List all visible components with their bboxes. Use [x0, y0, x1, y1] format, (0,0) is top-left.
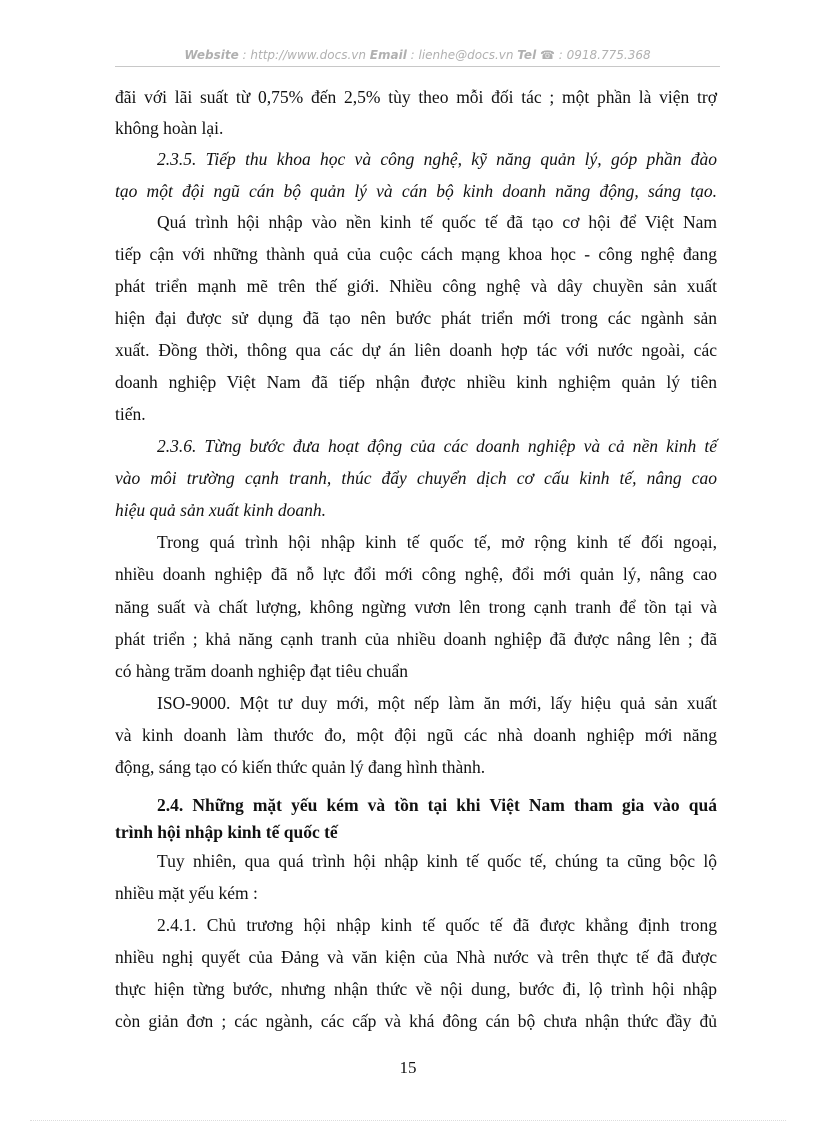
text-line: có hàng trăm doanh nghiệp đạt tiêu chuẩn — [115, 661, 409, 681]
text-line: Quá trình hội nhập vào nền kinh tế quốc tế đã tạo cơ hội để Việt Nam — [157, 212, 717, 232]
page-bottom-divider — [30, 1120, 786, 1121]
text-line: tiếp cận với những thành quả của cuộc cách mạng khoa học - công nghệ đang — [115, 244, 717, 264]
website-value: : http://www.docs.vn — [238, 48, 370, 62]
tel-label: Tel — [517, 48, 537, 62]
header-divider — [115, 66, 720, 67]
website-label: Website — [184, 48, 239, 62]
text-line: năng suất và chất lượng, không ngừng vươn lên trong cạnh tranh để tồn tại và — [115, 597, 717, 617]
text-line: phát triển mạnh mẽ trên thế giới. Nhiều công nghệ và dây chuyền sản xuất — [115, 276, 717, 296]
section-heading-italic: tạo một đội ngũ cán bộ quản lý và cán bộ kinh doanh năng động, sáng tạo. — [115, 181, 717, 201]
text-line: động, sáng tạo có kiến thức quản lý đang hình thành. — [115, 757, 486, 777]
text-line: nhiều mặt yếu kém : — [115, 883, 258, 903]
text-line: hiện đại được sử dụng đã tạo nên bước phát triển mới trong các ngành sản — [115, 308, 717, 328]
text-line: phát triển ; khả năng cạnh tranh của nhiều doanh nghiệp đã được nâng lên ; đã — [115, 629, 717, 649]
section-heading-bold: trình hội nhập kinh tế quốc tế — [115, 822, 338, 842]
text-line: không hoàn lại. — [115, 118, 224, 138]
text-line: đãi với lãi suất từ 0,75% đến 2,5% tùy theo mỗi đối tác ; một phần là viện trợ — [115, 87, 717, 107]
text-line: còn giản đơn ; các ngành, các cấp và khá đông cán bộ chưa nhận thức đầy đủ — [115, 1011, 717, 1031]
text-line: thực hiện từng bước, nhưng nhận thức về nội dung, bước đi, lộ trình hội nhập — [115, 979, 717, 999]
page-header — [115, 48, 720, 62]
section-heading-italic: hiệu quả sản xuất kinh doanh. — [115, 500, 326, 520]
text-line: nhiều doanh nghiệp đã nỗ lực đổi mới công nghệ, đổi mới quản lý, nâng cao — [115, 564, 717, 584]
text-line: Tuy nhiên, qua quá trình hội nhập kinh tế quốc tế, chúng ta cũng bộc lộ — [157, 851, 717, 871]
email-value: : lienhe@docs.vn — [406, 48, 518, 62]
tel-value: ☎ : 0918.775.368 — [536, 48, 651, 62]
section-heading-bold: 2.4. Những mặt yếu kém và tồn tại khi Việt Nam tham gia vào quá — [157, 795, 717, 815]
page-number: 15 — [399, 1058, 417, 1077]
text-line: Trong quá trình hội nhập kinh tế quốc tế, mở rộng kinh tế đối ngoại, — [157, 532, 717, 552]
text-line: xuất. Đồng thời, thông qua các dự án liên doanh hợp tác với nước ngoài, các — [115, 340, 717, 360]
text-line: ISO-9000. Một tư duy mới, một nếp làm ăn mới, lấy hiệu quả sản xuất — [157, 693, 717, 713]
text-line: nhiều nghị quyết của Đảng và văn kiện của Nhà nước và trên thực tế đã được — [115, 947, 717, 967]
email-label: Email — [369, 48, 407, 62]
section-heading-italic: 2.3.5. Tiếp thu khoa học và công nghệ, kỹ năng quản lý, góp phần đào — [157, 149, 717, 169]
section-heading-italic: vào môi trường cạnh tranh, thúc đẩy chuyển dịch cơ cấu kinh tế, nâng cao — [115, 468, 717, 488]
section-heading-italic: 2.3.6. Từng bước đưa hoạt động của các doanh nghiệp và cả nền kinh tế — [157, 436, 717, 456]
text-line: và kinh doanh làm thước đo, một đội ngũ các nhà doanh nghiệp mới năng — [115, 725, 717, 745]
text-line: 2.4.1. Chủ trương hội nhập kinh tế quốc tế đã được khẳng định trong — [157, 915, 717, 935]
text-line: doanh nghiệp Việt Nam đã tiếp nhận được nhiều kinh nghiệm quản lý tiên — [115, 372, 717, 392]
text-line: tiến. — [115, 404, 146, 424]
